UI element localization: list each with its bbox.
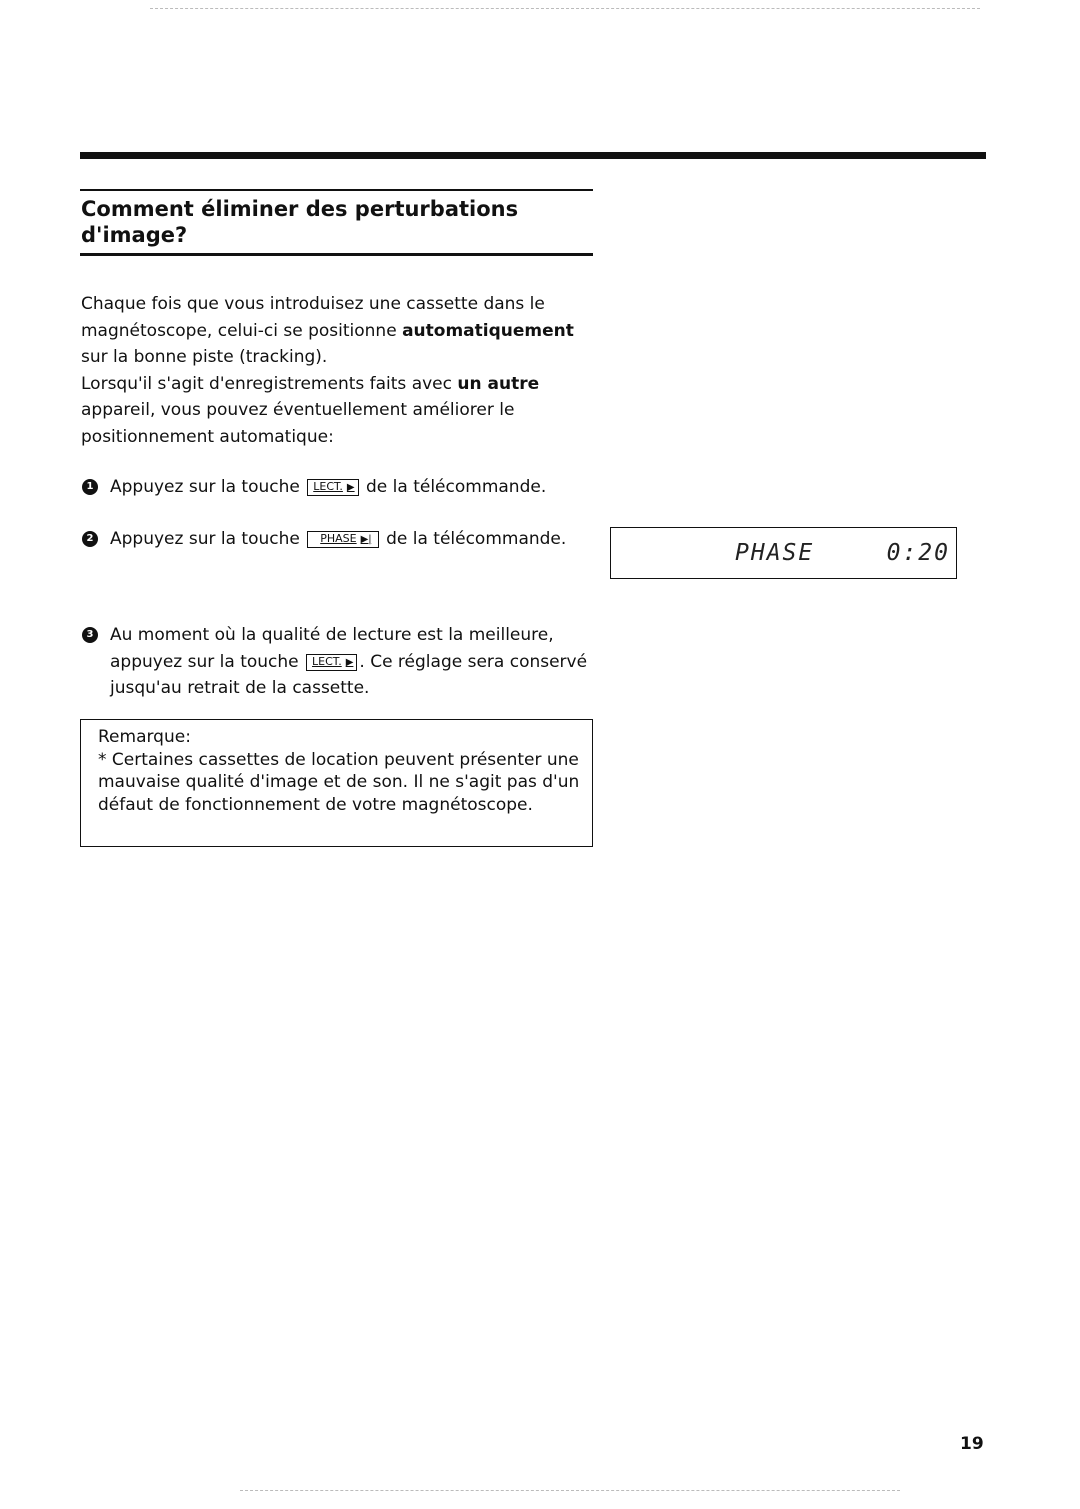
- emphasis-other-device: un autre: [457, 373, 540, 394]
- play-key: LECT. ▶: [306, 654, 357, 671]
- step-number: 3: [82, 627, 98, 643]
- play-icon: ▶: [346, 482, 355, 493]
- intro-text: [81, 291, 601, 450]
- display-mode: PHASE: [735, 540, 815, 566]
- step-1: [82, 474, 602, 501]
- note-title: Remarque:: [98, 727, 191, 747]
- step-number: 2: [82, 531, 98, 547]
- step-3: [82, 622, 602, 702]
- heading-rule-top: [80, 189, 593, 191]
- step-text: Au moment où la qualité de lecture est la meilleure, appuyez sur la touche LECT. ▶ . Ce réglage sera conservé jusqu'au retrait de la cassette.: [110, 625, 588, 698]
- step-text: Appuyez sur la touche PHASE ▶| de la télécommande.: [110, 529, 567, 549]
- intro-paragraph-1: Chaque fois que vous introduisez une cassette dans le magnétoscope, celui-ci se positionne automatiquement sur la bonne piste (tracking).: [81, 294, 574, 367]
- emphasis-automatic: automatiquement: [402, 320, 574, 341]
- note-box: [80, 719, 593, 847]
- scan-artifact-top: [150, 8, 980, 9]
- heading-rule-bottom: [80, 253, 593, 256]
- step-2: [82, 526, 602, 553]
- play-icon: ▶: [345, 656, 354, 668]
- intro-paragraph-2: Lorsqu'il s'agit d'enregistrements faits avec un autre appareil, vous pouvez éventuellement améliorer le positionnement automatique:: [81, 373, 540, 447]
- note-text: * Certaines cassettes de location peuvent présenter une mauvaise qualité d'image et de son. Il ne s'agit pas d'un défaut de fonctionnement de votre magnétoscope.: [98, 749, 580, 815]
- step-number: 1: [82, 479, 98, 495]
- step-text: Appuyez sur la touche LECT. ▶ de la télécommande.: [110, 477, 547, 497]
- page-number: 19: [960, 1434, 984, 1454]
- phase-key: PHASE ▶|: [307, 531, 378, 548]
- vcr-display-panel: [610, 527, 957, 579]
- phase-step-icon: ▶|: [360, 534, 372, 545]
- display-counter: 0:20: [886, 540, 950, 566]
- section-title: Comment éliminer des perturbations d'image?: [81, 197, 519, 247]
- section-top-rule: [80, 152, 986, 159]
- scan-artifact-bottom: [240, 1490, 900, 1491]
- play-key: LECT. ▶: [307, 479, 358, 496]
